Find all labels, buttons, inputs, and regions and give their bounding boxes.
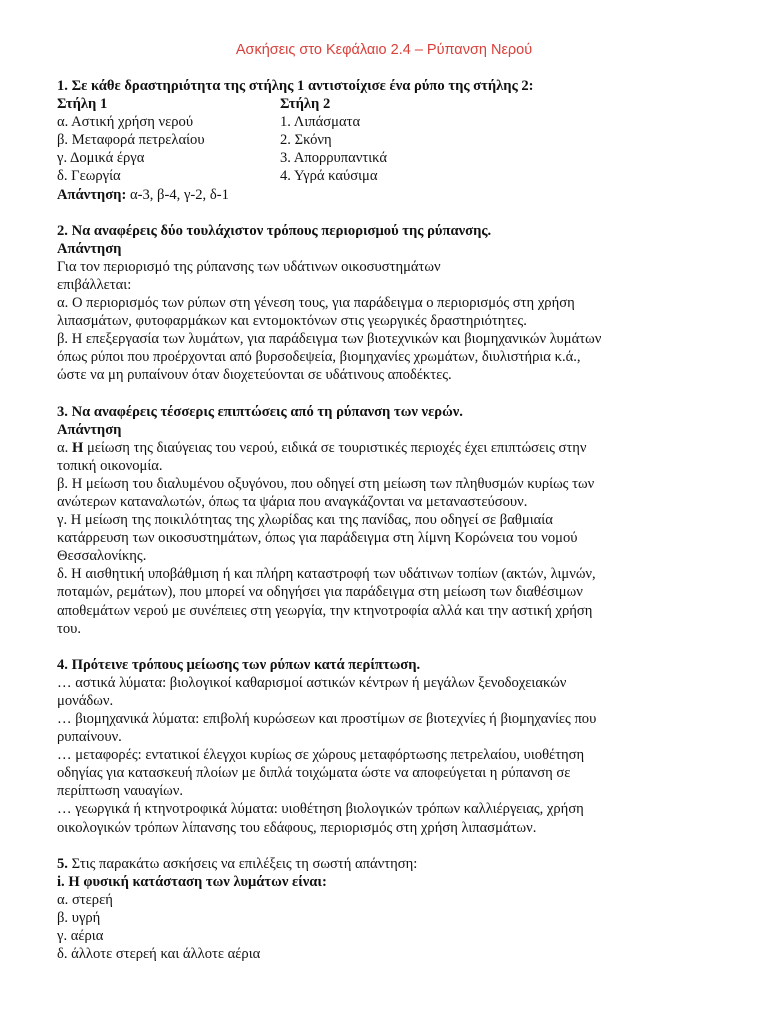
- sub-question: i. Η φυσική κατάσταση των λυμάτων είναι:: [57, 873, 327, 890]
- column-1-item: δ. Γεωργία: [57, 168, 121, 185]
- question-5-intro: [57, 855, 717, 873]
- answer-line: οικολογικών τρόπων λίπανσης του εδάφους, περιορισμός στη χρήση λιπασμάτων.: [57, 819, 537, 836]
- column-1-header: Στήλη 1: [57, 96, 108, 113]
- question-number: 5.: [57, 855, 68, 872]
- answer-line: επιβάλλεται:: [57, 276, 132, 293]
- answer-line: Για τον περιορισμό της ρύπανσης των υδάτινων οικοσυστημάτων: [57, 258, 441, 275]
- answer-text: α-3, β-4, γ-2, δ-1: [126, 186, 229, 203]
- answer-line: τοπική οικονομία.: [57, 457, 163, 474]
- question-3: [57, 403, 717, 638]
- answer-line: ρυπαίνουν.: [57, 729, 122, 746]
- answer-line: Θεσσαλονίκης.: [57, 548, 147, 565]
- answer-heading: Απάντηση: [57, 421, 122, 438]
- question-2: [57, 222, 717, 385]
- answer-line: α. Ο περιορισμός των ρύπων στη γένεση τους, για παράδειγμα ο περιορισμός στη χρήση: [57, 295, 575, 312]
- item-text: μείωση της διαύγειας του νερού, ειδικά σε τουριστικές περιοχές έχει επιπτώσεις στην: [83, 439, 587, 456]
- answer-label: Απάντηση:: [57, 186, 127, 203]
- answer-line: όπως ρύποι που προέρχονται από βυρσοδεψεία, βιομηχανίες χρωμάτων, διυλιστήρια κ.ά.,: [57, 349, 581, 366]
- spacer: [57, 385, 717, 403]
- column-1-item: β. Μεταφορά πετρελαίου: [57, 132, 205, 149]
- column-2-item: 4. Υγρά καύσιμα: [280, 168, 378, 185]
- document-body: [57, 77, 717, 963]
- answer-line: οδηγίας για κατασκευή πλοίων με διπλά τοιχώματα ώστε να αποφεύγεται η ρύπανση σε: [57, 765, 571, 782]
- option-item: δ. άλλοτε στερεή και άλλοτε αέρια: [57, 946, 261, 963]
- answer-line: γ. Η μείωση της ποικιλότητας της χλωρίδας και της πανίδας, που οδηγεί σε βαθμιαία: [57, 512, 553, 529]
- answer-line: ώστε να μη ρυπαίνουν όταν διοχετεύονται σε υδάτινους αποδέκτες.: [57, 367, 452, 384]
- answer-line: … βιομηχανικά λύματα: επιβολή κυρώσεων και προστίμων σε βιοτεχνίες ή βιομηχανίες που: [57, 711, 597, 727]
- question-1-text: 1. Σε κάθε δραστηριότητα της στήλης 1 αντιστοίχισε ένα ρύπο της στήλης 2:: [57, 78, 534, 94]
- spacer: [57, 837, 717, 855]
- column-2-item: 1. Λιπάσματα: [280, 114, 361, 131]
- question-5: [57, 855, 717, 964]
- question-4: [57, 656, 717, 837]
- answer-line: … γεωργικά ή κτηνοτροφικά λύματα: υιοθέτηση βιολογικών τρόπων καλλιέργειας, χρήση: [57, 801, 584, 818]
- intro-text: Στις παρακάτω ασκήσεις να επιλέξεις τη σωστή απάντηση:: [67, 855, 418, 872]
- document-title: Ασκήσεις στο Κεφάλαιο 2.4 – Ρύπανση Νερού: [235, 42, 533, 58]
- column-2-header: Στήλη 2: [280, 96, 331, 113]
- answer-line: μονάδων.: [57, 692, 114, 709]
- answer-line: … αστικά λύματα: βιολογικοί καθαρισμοί αστικών κέντρων ή μεγάλων ξενοδοχειακών: [57, 674, 567, 691]
- answer-line: περίπτωση ναυαγίων.: [57, 783, 184, 800]
- answer-line: ποταμών, ρεμάτων), που μπορεί να οδηγήσει για παράδειγμα στη μείωση των διαθέσιμων: [57, 584, 583, 601]
- question-1: [57, 77, 717, 204]
- answer-line: του.: [57, 620, 82, 637]
- answer-line: κατάρρευση των οικοσυστημάτων, όπως για παράδειγμα στη λίμνη Κορώνεια του νομού: [57, 530, 578, 547]
- column-1-item: α. Αστική χρήση νερού: [57, 114, 194, 131]
- answer-line: ανώτερων καταναλωτών, όπως τα ψάρια που αναγκάζονται να μεταναστεύσουν.: [57, 493, 528, 510]
- match-row: [57, 167, 717, 185]
- option-item: β. υγρή: [57, 909, 101, 926]
- answer-line: β. Η επεξεργασία των λυμάτων, για παράδειγμα των βιοτεχνικών και βιομηχανικών λυμάτων: [57, 331, 602, 348]
- match-row: [57, 149, 717, 167]
- answer-line: αποθεμάτων νερού με συνέπειες στη γεωργία, την κτηνοτροφία αλλά και την αστική χρήση: [57, 602, 593, 619]
- option-item: α. στερεή: [57, 891, 113, 908]
- column-1-item: γ. Δομικά έργα: [57, 150, 145, 167]
- question-2-text: 2. Να αναφέρεις δύο τουλάχιστον τρόπους περιορισμού της ρύπανσης.: [57, 222, 492, 239]
- question-3-text: 3. Να αναφέρεις τέσσερις επιπτώσεις από τη ρύπανση των νερών.: [57, 403, 463, 420]
- answer-line: λιπασμάτων, φυτοφαρμάκων και εντομοκτόνων στις γεωργικές δραστηριότητες.: [57, 313, 527, 330]
- answer-line: β. Η μείωση του διαλυμένου οξυγόνου, που οδηγεί στη μείωση των πληθυσμών κυρίως των: [57, 475, 595, 492]
- answer-line: … μεταφορές: εντατικοί έλεγχοι κυρίως σε χώρους μεταφόρτωσης πετρελαίου, υιοθέτηση: [57, 747, 585, 764]
- spacer: [57, 638, 717, 656]
- column-2-item: 3. Απορρυπαντικά: [280, 150, 388, 167]
- spacer: [57, 204, 717, 222]
- question-1-answer: [57, 186, 717, 204]
- column-headers: [57, 95, 717, 113]
- match-row: [57, 113, 717, 131]
- match-row: [57, 131, 717, 149]
- answer-line: δ. Η αισθητική υποβάθμιση ή και πλήρη καταστροφή των υδάτινων τοπίων (ακτών, λιμνών,: [57, 566, 596, 583]
- option-item: γ. αέρια: [57, 928, 104, 945]
- column-2-item: 2. Σκόνη: [280, 132, 332, 149]
- question-4-text: 4. Πρότεινε τρόπους μείωσης των ρύπων κατά περίπτωση.: [57, 656, 421, 673]
- bold-word: Η: [71, 439, 84, 456]
- answer-heading: Απάντηση: [57, 240, 122, 257]
- item-prefix: α.: [57, 439, 72, 456]
- answer-line: [57, 439, 717, 457]
